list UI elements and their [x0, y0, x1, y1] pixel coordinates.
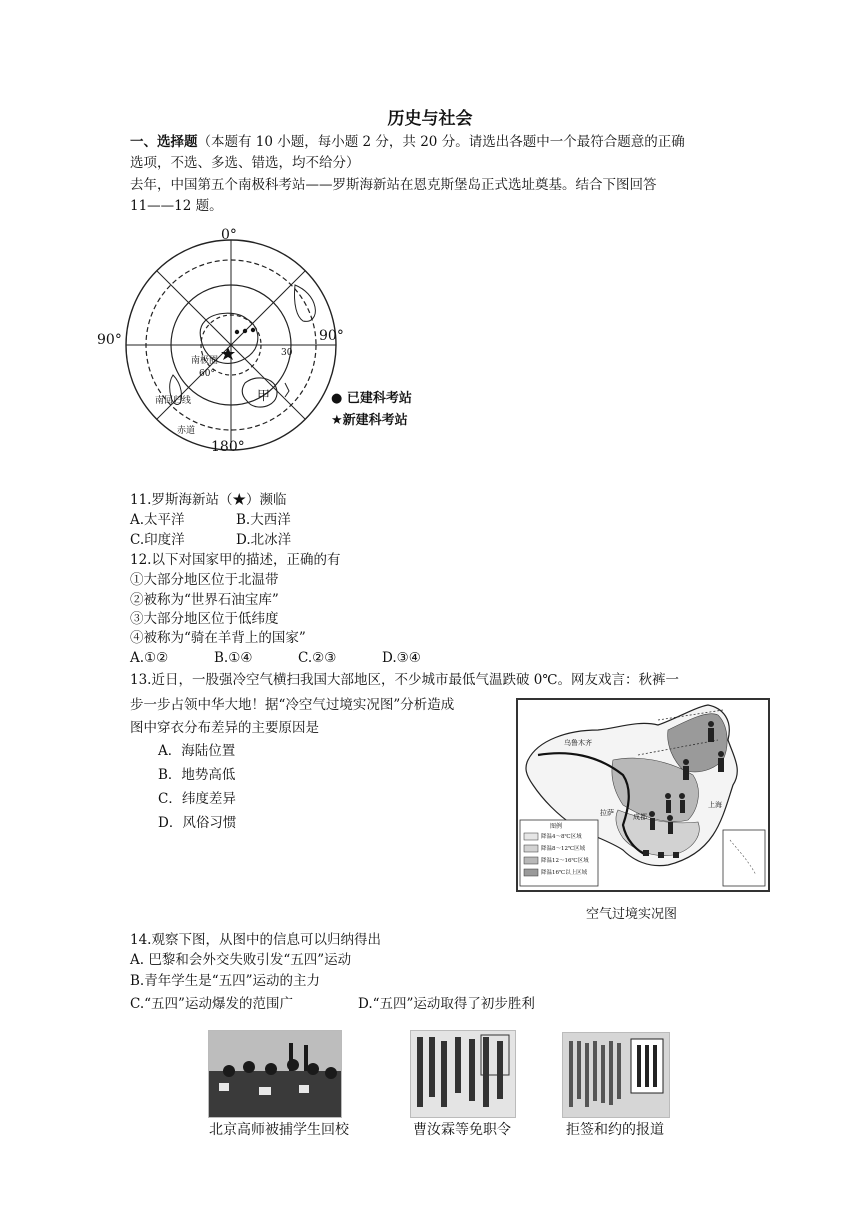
photo-students-return-svg — [209, 1031, 341, 1117]
map-legend-title: 图例 — [550, 823, 563, 830]
person-icon — [658, 852, 664, 858]
person-icon — [666, 800, 671, 813]
q11-options-row1 — [130, 510, 291, 530]
map-label-tropic: 南回归线 — [155, 396, 192, 406]
person-icon-head — [665, 793, 671, 799]
person-icon — [708, 728, 714, 742]
q12-option-a: A.①② — [130, 650, 169, 666]
legend-label-3: 降温12～16℃区域 — [541, 858, 589, 864]
map-label-jia: 甲 — [257, 389, 271, 404]
person-icon — [650, 818, 655, 830]
new-station-star — [221, 347, 235, 360]
q11-option-a: A.太平洋 — [130, 512, 185, 528]
q13-stem-line2: 步一步占领中华大地！据“冷空气过境实况图”分析造成 — [130, 697, 455, 713]
built-station-dot — [235, 330, 239, 334]
legend-built-station: ● 已建科考站 — [331, 391, 412, 406]
intro-line1: 去年，中国第五个南极科考站——罗斯海新站在恩克斯堡岛正式选址奠基。结合下图回答 — [130, 177, 657, 193]
map-label-60: 60° — [199, 369, 215, 379]
person-icon-head — [708, 721, 714, 727]
map-label-30: 30 — [281, 348, 293, 358]
intro-line2: 11——12 题。 — [130, 198, 223, 214]
q14-option-c: C.“五四”运动爆发的范围广 — [130, 996, 293, 1012]
photo2-caption: 曹汝霖等免职令 — [413, 1122, 511, 1138]
legend-swatch-2 — [524, 845, 538, 852]
legend-label-1: 降温4～8℃区域 — [541, 834, 582, 840]
q13-option-a: A．海陆位置 — [158, 743, 236, 759]
section-heading: 一、选择题 — [130, 134, 198, 150]
q13-option-c: C．纬度差异 — [158, 791, 236, 807]
section-instruction-line2: 选项，不选、多选、错选，均不给分） — [130, 155, 360, 171]
q13-stem-line3: 图中穿衣分布差异的主要原因是 — [130, 720, 319, 736]
person-icon — [683, 766, 689, 780]
section-instruction-line1 — [130, 132, 685, 152]
photo-dismissal-order — [410, 1030, 516, 1118]
q14-option-d: D.“五四”运动取得了初步胜利 — [358, 996, 535, 1012]
cold-air-map — [516, 698, 770, 892]
city-chengdu: 成都 — [633, 813, 647, 821]
city-shanghai: 上海 — [708, 801, 722, 809]
city-urumqi: 乌鲁木齐 — [564, 739, 592, 747]
map-label-90-east: 90° — [319, 328, 344, 344]
q11-option-c: C.印度洋 — [130, 532, 185, 548]
legend-swatch-1 — [524, 833, 538, 840]
person-icon — [668, 822, 673, 834]
q12-option-c: C.②③ — [298, 650, 337, 666]
q14-options-cd — [130, 994, 535, 1014]
map-label-90-west: 90° — [97, 332, 122, 348]
q12-option-b: B.①④ — [214, 650, 253, 666]
map-label-0: 0° — [221, 227, 237, 243]
built-station-dot — [251, 328, 255, 332]
photo-treaty-report — [562, 1032, 670, 1118]
q12-statement-1: ①大部分地区位于北温带 — [130, 572, 279, 588]
q12-statement-3: ③大部分地区位于低纬度 — [130, 611, 279, 627]
q14-option-b: B.青年学生是“五四”运动的主力 — [130, 973, 321, 989]
person-icon — [673, 852, 679, 858]
person-icon-head — [718, 751, 724, 757]
photo1-caption: 北京高师被捕学生回校 — [209, 1122, 349, 1138]
q11-option-d: D.北冰洋 — [236, 532, 292, 548]
q12-option-d: D.③④ — [382, 650, 421, 666]
person-icon-head — [667, 815, 673, 821]
map-label-180: 180° — [211, 439, 245, 455]
city-lhasa: 拉萨 — [600, 809, 614, 817]
nz-outline — [285, 383, 289, 397]
q12-stem: 12.以下对国家甲的描述，正确的有 — [130, 552, 341, 568]
person-icon-head — [679, 793, 685, 799]
legend-swatch-4 — [524, 869, 538, 876]
legend-label-2: 降温8～12℃区域 — [541, 846, 586, 852]
page-title: 历史与社会 — [387, 109, 473, 129]
q13-option-b: B．地势高低 — [158, 767, 236, 783]
q14-stem: 14.观察下图，从图中的信息可以归纳得出 — [130, 932, 381, 948]
photo-students-return — [208, 1030, 342, 1118]
q12-statement-4: ④被称为“骑在羊背上的国家” — [130, 630, 306, 646]
person-icon — [680, 800, 685, 813]
legend-label-4: 降温16℃以上区域 — [541, 870, 588, 876]
q11-option-b: B.大西洋 — [236, 512, 291, 528]
person-icon-head — [649, 811, 655, 817]
photo-dismissal-order-svg — [411, 1031, 515, 1117]
cold-air-map-caption: 空气过境实况图 — [586, 907, 678, 922]
photo-treaty-report-svg — [563, 1033, 669, 1117]
person-icon — [718, 758, 724, 772]
q13-option-d: D．风俗习惯 — [158, 815, 237, 831]
antarctic-map — [95, 225, 425, 460]
q14-option-a: A. 巴黎和会外交失败引发“五四”运动 — [130, 952, 352, 968]
person-icon — [643, 850, 649, 856]
photo3-caption: 拒签和约的报道 — [566, 1122, 664, 1138]
q13-stem-line1: 13.近日，一股强冷空气横扫我国大部地区，不少城市最低气温跌破 0℃。网友戏言：秋裤一 — [130, 672, 679, 688]
map-label-equator: 赤道 — [177, 426, 196, 436]
section-instruction-text: （本题有 10 小题，每小题 2 分，共 20 分。请选出各题中一个最符合题意的正确 — [197, 134, 685, 150]
q12-statement-2: ②被称为“世界石油宝库” — [130, 592, 279, 608]
south-china-sea-inset — [723, 830, 765, 886]
built-station-dot — [243, 329, 247, 333]
q11-stem: 11.罗斯海新站（★）濒临 — [130, 492, 287, 508]
legend-swatch-3 — [524, 857, 538, 864]
person-icon-head — [683, 759, 689, 765]
q12-options — [130, 648, 421, 668]
legend-new-station: ★新建科考站 — [331, 413, 408, 428]
map-label-antarctic-circle: 南极圈 — [191, 356, 219, 366]
q11-options-row2 — [130, 530, 291, 550]
